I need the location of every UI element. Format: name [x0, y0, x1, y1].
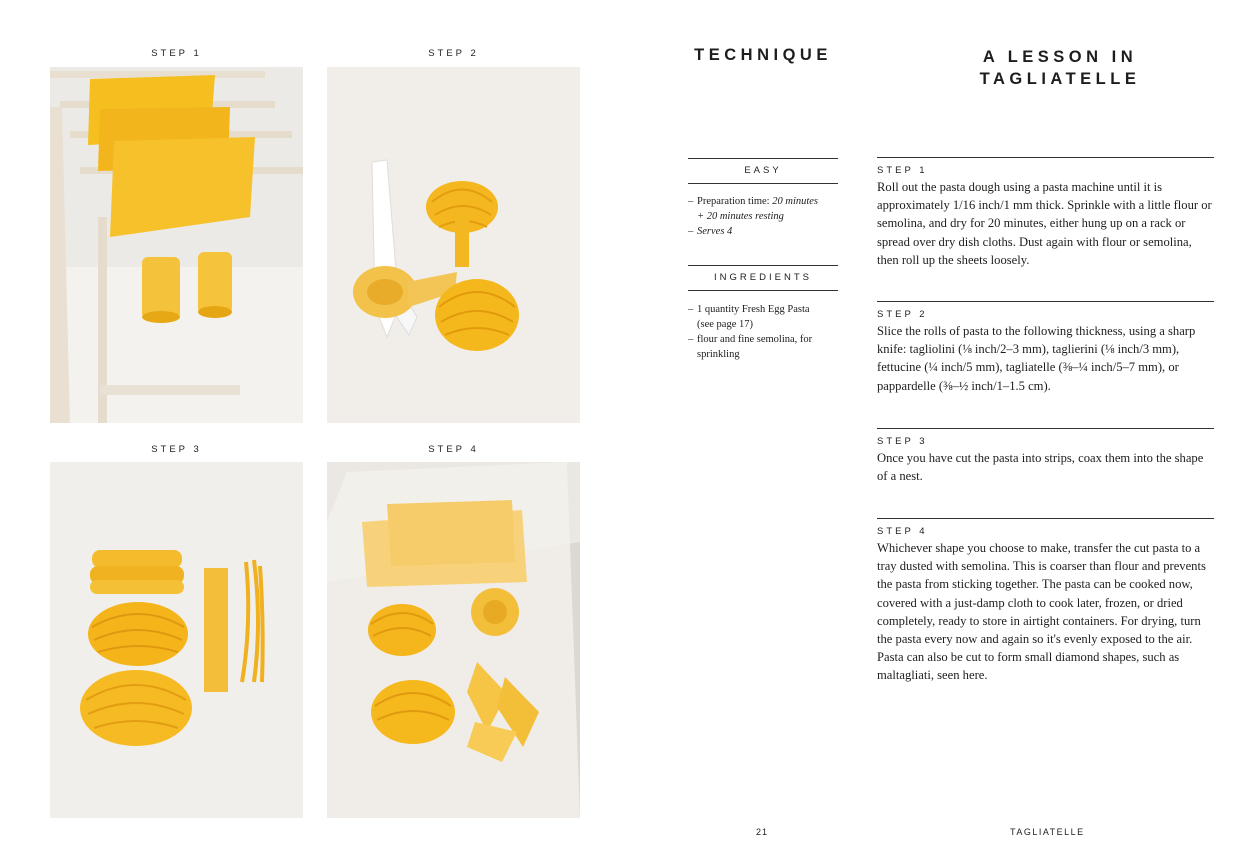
difficulty-box: [688, 158, 838, 184]
step-2-caption: STEP 2: [428, 48, 479, 59]
step-3-label: STEP 3: [877, 436, 928, 447]
step-2-photo: [327, 67, 580, 423]
step-3-block: [877, 428, 1214, 485]
prep-time-item: [688, 194, 848, 224]
page-title: A LESSON IN TAGLIATELLE: [979, 48, 1141, 88]
technique-label: TECHNIQUE: [694, 46, 832, 64]
step-2-label: STEP 2: [877, 309, 928, 320]
serves-item: [688, 224, 848, 239]
ingredient-item: – flour and fine semolina, for sprinkling: [688, 332, 823, 362]
step-2-text: Slice the rolls of pasta to the following thickness, using a sharp knife: tagliolini (⅛ inch/2–3 mm), taglierini (⅛ inch/3 mm), fettucine (¼ inch/5 mm), tagliatelle (⅜–¼ inch/5–7 mm), or pappardelle (⅜–½ inch/1–1.5 cm).: [877, 324, 1196, 393]
step-3-photo: [50, 462, 303, 818]
step-1-photo: [50, 67, 303, 423]
step-1-text: Roll out the pasta dough using a pasta machine until it is approximately 1/16 inch/1 mm thick. Sprinkle with a little flour or semolina, and dry for 20 minutes, either hung up on a rack or spread over dry dish cloths. Dust again with flour or semolina, then roll up the sheets loosely.: [877, 180, 1212, 267]
step-3-caption: STEP 3: [151, 444, 202, 455]
difficulty-label: EASY: [744, 165, 782, 176]
resting-time: + 20 minutes resting: [697, 211, 784, 222]
page-number: 21: [756, 827, 769, 837]
step-1-caption: STEP 1: [151, 48, 202, 59]
step-4-text: Whichever shape you choose to make, transfer the cut pasta to a tray dusted with semolina. This is coarser than flour and prevents the pasta from sticking together. The pasta can be cooked now, covered with a just-damp cloth to cook later, frozen, or dried completely, ready to store in airtight containers. For drying, turn the pasta every now and again so it's evenly exposed to the air. Pasta can also be cut to form small diamond shapes, such as maltagliati, seen here.: [877, 541, 1206, 683]
ingredients-label: INGREDIENTS: [714, 272, 812, 283]
ingredients-list: [688, 302, 823, 362]
prep-list: [688, 194, 848, 239]
serves-text: Serves 4: [697, 226, 733, 237]
step-4-caption: STEP 4: [428, 444, 479, 455]
step-1-block: [877, 157, 1214, 269]
step-1-label: STEP 1: [877, 165, 928, 176]
prep-prefix: Preparation time:: [697, 196, 773, 207]
ingredient-item: – 1 quantity Fresh Egg Pasta (see page 17): [688, 302, 823, 332]
running-head: TAGLIATELLE: [1010, 827, 1085, 837]
step-4-photo: [327, 462, 580, 818]
step-3-text: Once you have cut the pasta into strips, coax them into the shape of a nest.: [877, 451, 1204, 484]
step-4-label: STEP 4: [877, 526, 928, 537]
step-2-block: [877, 301, 1214, 395]
step-4-block: [877, 518, 1214, 685]
ingredients-box: [688, 265, 838, 291]
prep-time: 20 minutes: [772, 196, 819, 207]
